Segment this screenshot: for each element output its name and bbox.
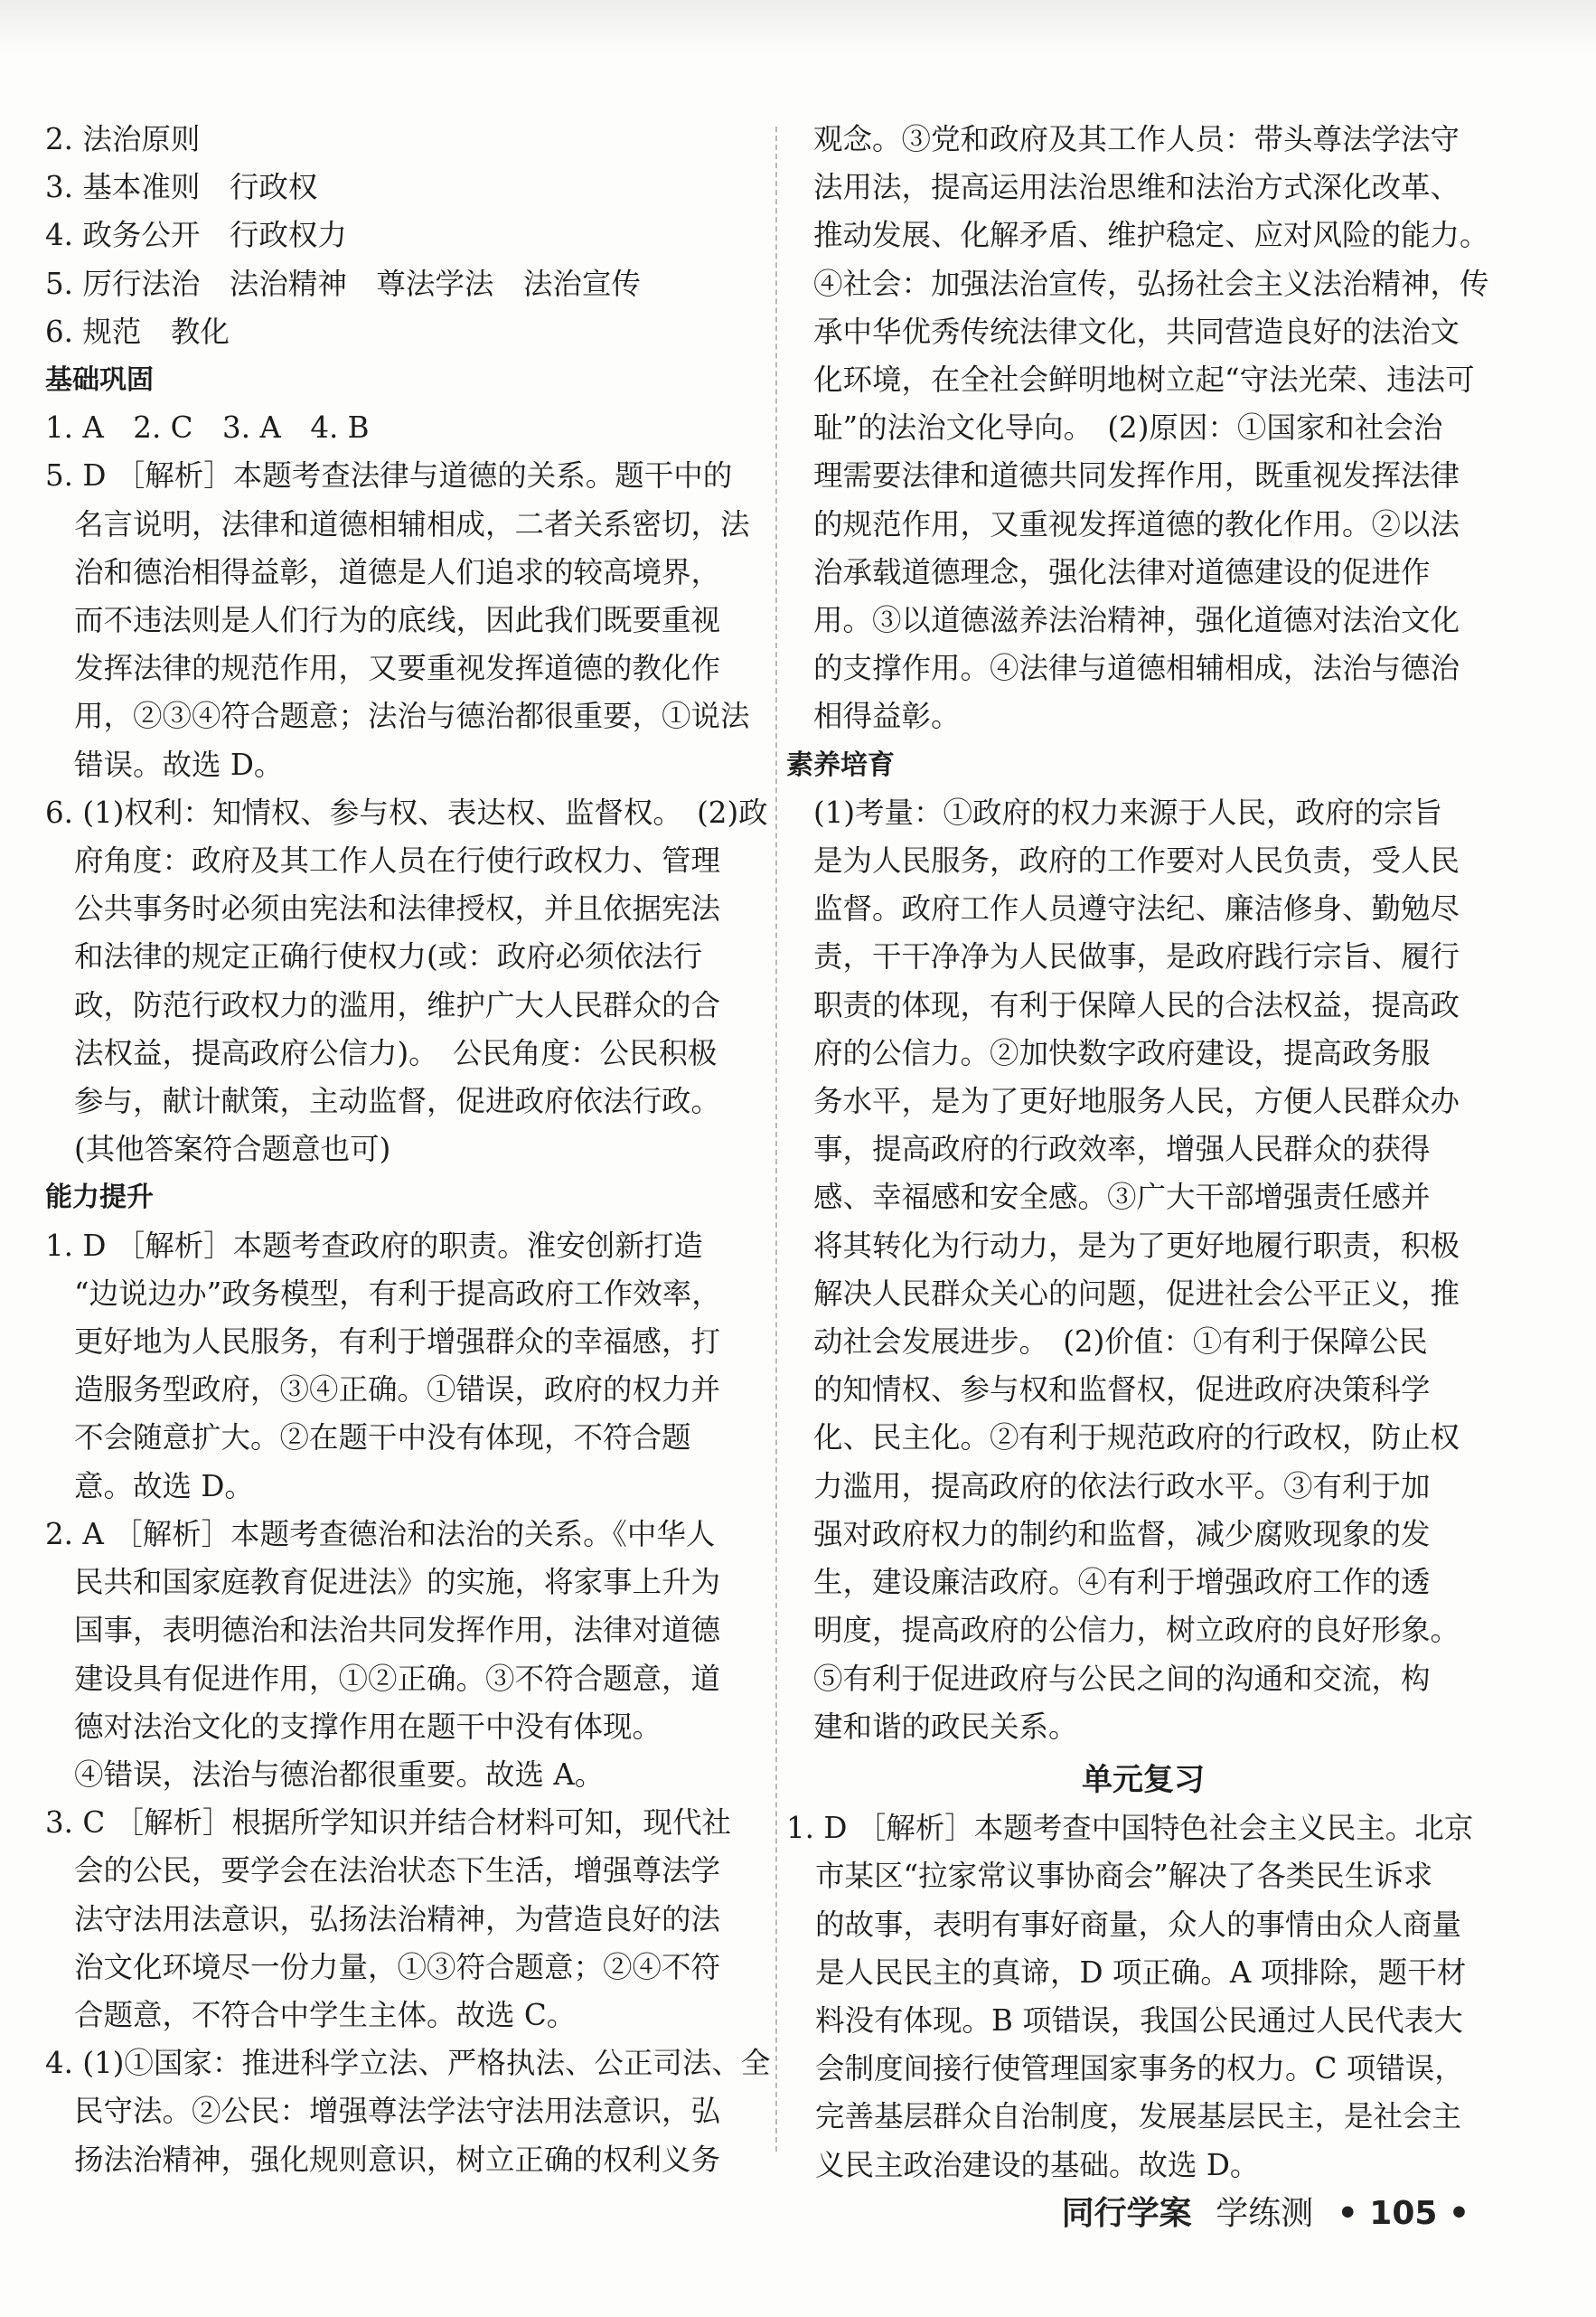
text-line: 国事，表明德治和法治共同发挥作用，法律对道德 — [74, 1613, 721, 1648]
text-line: 是为人民服务，政府的工作要对人民负责，受人民 — [813, 843, 1460, 879]
text-line: 职责的体现，有利于保障人民的合法权益，提高政 — [813, 987, 1460, 1022]
text-line: 监督。政府工作人员遵守法纪、廉洁修身、勤勉尽 — [813, 891, 1460, 927]
text-line: 而不违法则是人们行为的底线，因此我们既要重视 — [74, 603, 721, 638]
text-line: 的支撑作用。④法律与道德相辅相成，法治与德治 — [813, 651, 1460, 686]
left-column — [45, 116, 771, 2184]
text-line: 料没有体现。B 项错误，我国公民通过人民代表大 — [815, 2002, 1463, 2038]
section-heading-unit-review: 单元复习 — [1082, 1761, 1205, 1798]
brand-name: 同行学案 — [1061, 2195, 1192, 2232]
text-line: 建设具有促进作用，①②正确。③不符合题意，道 — [74, 1661, 721, 1696]
text-line: 2. A ［解析］本题考查德治和法治的关系。《中华人 — [45, 1516, 716, 1551]
section-jichu — [45, 404, 768, 1173]
text-line: 推动发展、化解矛盾、维护稳定、应对风险的能力。 — [813, 218, 1489, 253]
text-line: 化环境，在全社会鲜明地树立起“守法光荣、违法可 — [813, 363, 1475, 398]
page-number: • 105 • — [1337, 2195, 1469, 2232]
text-line: 事，提高政府的行政效率，增强人民群众的获得 — [813, 1132, 1431, 1167]
brand-subtitle: 学练测 — [1216, 2195, 1314, 2232]
text-line: 生，建设廉洁政府。④有利于增强政府工作的透 — [813, 1565, 1431, 1600]
section-unit-review — [786, 1804, 1473, 2190]
page-top-shade — [0, 0, 1596, 54]
text-line: 务水平，是为了更好地服务人民，方便人民群众办 — [813, 1084, 1460, 1119]
text-line: 府的公信力。②加快数字政府建设，提高政务服 — [813, 1035, 1431, 1070]
text-line: 用。③以道德滋养法治精神，强化道德对法治文化 — [813, 603, 1460, 638]
text-line: 造服务型政府，③④正确。①错误，政府的权力并 — [74, 1372, 721, 1408]
text-line: 和法律的规定正确行使权力(或：政府必须依法行 — [74, 939, 703, 975]
text-line: 法权益，提高政府公信力)。 公民角度：公民积极 — [74, 1035, 718, 1070]
text-line: 法用法，提高运用法治思维和法治方式深化改革、 — [813, 170, 1460, 205]
text-line: 1. A 2. C 3. A 4. B — [45, 410, 370, 446]
right-column — [786, 116, 1489, 2190]
text-line: 明度，提高政府的公信力，树立政府的良好形象。 — [813, 1613, 1460, 1648]
section-nengli — [45, 1222, 771, 2184]
text-line: 相得益彰。 — [813, 699, 961, 734]
section-continued — [813, 116, 1489, 741]
text-line: 更好地为人民服务，有利于增强群众的幸福感，打 — [74, 1324, 721, 1360]
text-line: 治文化环境尽一份力量，①③符合题意；②④不符 — [74, 1949, 721, 1984]
text-line: 德对法治文化的支撑作用在题干中没有体现。 — [74, 1709, 662, 1744]
text-line: 用，②③④符合题意；法治与德治都很重要，①说法 — [74, 699, 750, 734]
column-divider — [775, 127, 777, 2152]
text-line: 3. C ［解析］根据所学知识并结合材料可知，现代社 — [45, 1805, 732, 1841]
text-line: 参与，献计献策，主动监督，促进政府依法行政。 — [74, 1084, 721, 1119]
text-line: 力滥用，提高政府的依法行政水平。③有利于加 — [813, 1468, 1431, 1503]
text-line: 名言说明，法律和道德相辅相成，二者关系密切，法 — [74, 506, 750, 542]
text-line: 建和谐的政民关系。 — [813, 1709, 1078, 1744]
text-line: 错误。故选 D。 — [74, 747, 284, 782]
text-line: 发挥法律的规范作用，又要重视发挥道德的教化作 — [74, 651, 721, 686]
answer-line: 3. 基本准则 行政权 — [45, 170, 318, 205]
section-heading-nengli: 能力提升 — [45, 1182, 154, 1214]
text-line: “边说边办”政务模型，有利于提高政府工作效率， — [74, 1276, 721, 1311]
text-line: 责，干干净净为人民做事，是政府践行宗旨、履行 — [813, 939, 1460, 975]
text-line: 公共事务时必须由宪法和法律授权，并且依据宪法 — [74, 891, 721, 927]
section-heading-suyang: 素养培育 — [786, 749, 895, 781]
section-heading-jichu: 基础巩固 — [45, 364, 154, 397]
text-line: ④错误，法治与德治都很重要。故选 A。 — [74, 1757, 605, 1792]
text-line: 动社会发展进步。 (2)价值：①有利于保障公民 — [813, 1324, 1428, 1360]
text-line: 5. D ［解析］本题考查法律与道德的关系。题干中的 — [45, 458, 733, 494]
text-line: 治承载道德理念，强化法律对道德建设的促进作 — [813, 554, 1431, 589]
text-line: 意。故选 D。 — [74, 1468, 254, 1503]
text-line: 政，防范行政权力的滥用，维护广大人民群众的合 — [74, 987, 721, 1022]
text-line: 法守法用法意识，弘扬法治精神，为营造良好的法 — [74, 1901, 721, 1936]
text-line: 民守法。②公民：增强尊法学法守法用法意识，弘 — [74, 2094, 721, 2129]
text-line: 不会随意扩大。②在题干中没有体现，不符合题 — [74, 1420, 691, 1455]
text-line: (其他答案符合题意也可) — [74, 1132, 391, 1167]
text-line: 会的公民，要学会在法治状态下生活，增强尊法学 — [74, 1853, 721, 1888]
text-line: 完善基层群众自治制度，发展基层民主，是社会主 — [815, 2099, 1462, 2134]
text-line: 1. D ［解析］本题考查中国特色社会主义民主。北京 — [786, 1811, 1474, 1846]
answer-line: 4. 政务公开 行政权力 — [45, 218, 347, 253]
answer-line: 2. 法治原则 — [45, 122, 201, 156]
text-line: 民共和国家庭教育促进法》的实施，将家事上升为 — [74, 1565, 721, 1600]
text-line: 合题意，不符合中学生主体。故选 C。 — [74, 1997, 577, 2032]
text-line: 6. (1)权利：知情权、参与权、表达权、监督权。 (2)政 — [45, 795, 768, 830]
text-line: 市某区“拉家常议事协商会”解决了各类民生诉求 — [815, 1859, 1433, 1894]
text-line: 耻”的法治文化导向。 (2)原因：①国家和社会治 — [813, 410, 1443, 446]
text-line: 是人民民主的真谛，D 项正确。A 项排除，题干材 — [815, 1954, 1467, 1990]
text-line: 化、民主化。②有利于规范政府的行政权，防止权 — [813, 1420, 1460, 1455]
text-line: 义民主政治建设的基础。故选 D。 — [815, 2147, 1260, 2182]
text-line: ⑤有利于促进政府与公民之间的沟通和交流，构 — [813, 1661, 1431, 1696]
text-line: (1)考量：①政府的权力来源于人民，政府的宗旨 — [813, 795, 1443, 830]
text-line: 感、幸福感和安全感。③广大干部增强责任感并 — [813, 1180, 1431, 1215]
text-line: 4. (1)①国家：推进科学立法、严格执法、公正司法、全 — [45, 2046, 771, 2081]
answer-list-a — [45, 116, 737, 356]
text-line: ④社会：加强法治宣传，弘扬社会主义法治精神，传 — [813, 266, 1489, 301]
text-line: 观念。③党和政府及其工作人员：带头尊法学法守 — [813, 122, 1460, 156]
text-line: 解决人民群众关心的问题，促进社会公平正义，推 — [813, 1276, 1460, 1311]
text-line: 承中华优秀传统法律文化，共同营造良好的法治文 — [813, 314, 1460, 349]
page-footer — [1049, 2188, 1469, 2234]
text-line: 的知情权、参与权和监督权，促进政府决策科学 — [813, 1372, 1431, 1408]
text-line: 理需要法律和道德共同发挥作用，既重视发挥法律 — [813, 458, 1460, 494]
text-line: 1. D ［解析］本题考查政府的职责。淮安创新打造 — [45, 1228, 703, 1263]
answer-line: 5. 厉行法治 法治精神 尊法学法 法治宣传 — [45, 266, 641, 301]
text-line: 将其转化为行动力，是为了更好地履行职责，积极 — [813, 1228, 1460, 1263]
text-line: 府角度：政府及其工作人员在行使行政权力、管理 — [74, 843, 721, 879]
answer-line: 6. 规范 教化 — [45, 314, 230, 349]
text-line: 会制度间接行使管理国家事务的权力。C 项错误， — [815, 2051, 1464, 2086]
text-line: 扬法治精神，强化规则意识，树立正确的权利义务 — [74, 2142, 721, 2177]
text-line: 治和德治相得益彰，道德是人们追求的较高境界， — [74, 554, 721, 589]
text-line: 的故事，表明有事好商量，众人的事情由众人商量 — [815, 1907, 1462, 1942]
text-line: 的规范作用，又重视发挥道德的教化作用。②以法 — [813, 506, 1460, 542]
text-line: 强对政府权力的制约和监督，减少腐败现象的发 — [813, 1516, 1431, 1551]
section-suyang — [813, 789, 1473, 1751]
